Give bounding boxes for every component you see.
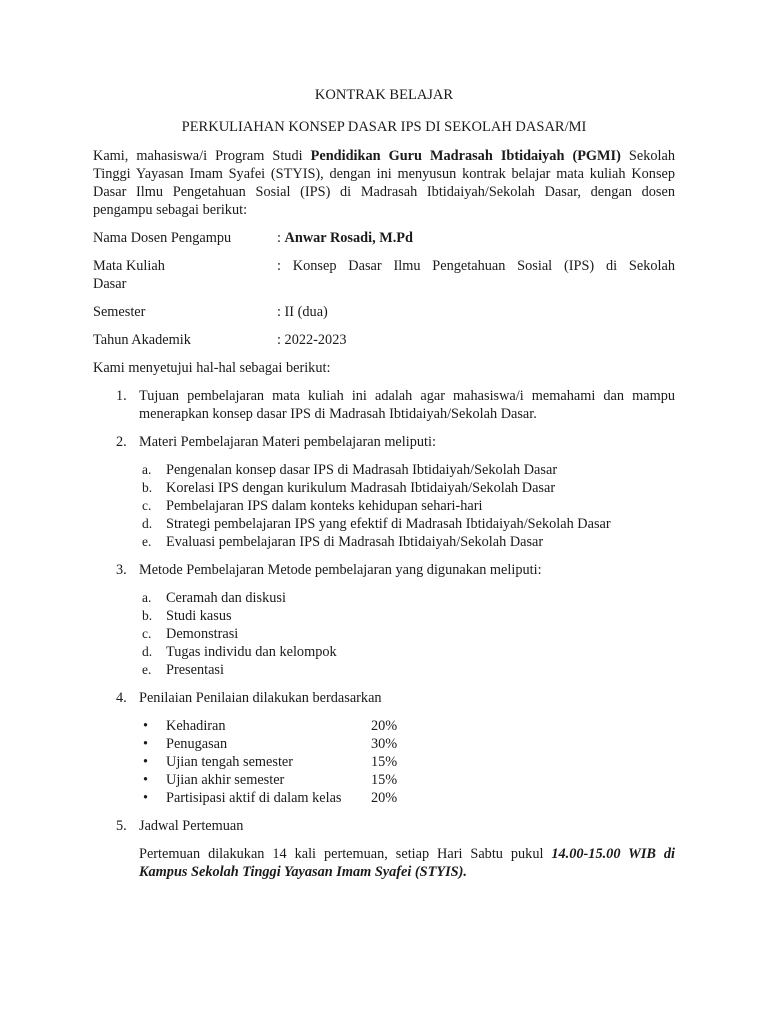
- penilaian-label: Partisipasi aktif di dalam kelas: [166, 790, 342, 806]
- sublist-marker: b.: [142, 480, 153, 495]
- schedule-text: Pertemuan dilakukan 14 kali pertemuan, setiap Hari Sabtu pukul: [139, 846, 552, 862]
- list-number: 3.: [116, 562, 127, 578]
- list-item-text: Materi Pembelajaran Materi pembelajaran meliputi:: [139, 434, 436, 450]
- sublist-item: [93, 643, 675, 661]
- sublist-text: Korelasi IPS dengan kurikulum Madrasah Ibtidaiyah/Sekolah Dasar: [166, 480, 556, 496]
- penilaian-list: [93, 717, 675, 807]
- sublist-text: Pembelajaran IPS dalam konteks kehidupan sehari-hari: [166, 498, 483, 514]
- list-item-2: [93, 433, 675, 451]
- sublist-text: Ceramah dan diskusi: [166, 590, 286, 606]
- meta-dosen-name: Anwar Rosadi, M.Pd: [284, 230, 413, 246]
- meta-value-semester: : II (dua): [277, 304, 328, 320]
- sublist-item: [93, 661, 675, 679]
- schedule-time-location: 14.00-15.00 WIB di Kampus Sekolah Tinggi Yayasan Imam Syafei (STYIS).: [139, 846, 675, 880]
- meta-value-tahun: : 2022-2023: [277, 332, 347, 348]
- penilaian-label: Ujian akhir semester: [166, 772, 285, 788]
- sublist-item: [93, 461, 675, 479]
- bullet-icon: •: [143, 718, 149, 734]
- list-item-1: [93, 387, 675, 423]
- penilaian-percent: 15%: [371, 772, 398, 788]
- penilaian-percent: 20%: [371, 718, 398, 734]
- list-item-text: Jadwal Pertemuan: [139, 818, 244, 834]
- list-number: 1.: [116, 388, 127, 404]
- bullet-icon: •: [143, 754, 149, 770]
- penilaian-percent: 15%: [371, 754, 398, 770]
- list-item-3: [93, 561, 675, 579]
- sublist-item: [93, 515, 675, 533]
- bullet-icon: •: [143, 772, 149, 788]
- penilaian-item: [93, 789, 675, 807]
- intro-text-2: Sekolah Tinggi Yayasan Imam Syafei (STYIS), dengan ini menyusun kontrak belajar mata kuliah Konsep Dasar Ilmu Pengetahuan Sosial (IPS) di Madrasah Ibtidaiyah/Sekolah Dasar, dengan dosen pengampu sebagai berikut:: [93, 148, 675, 218]
- sublist-marker: a.: [142, 590, 152, 605]
- sublist-item: [93, 589, 675, 607]
- document-page: [93, 86, 675, 881]
- sublist-marker: b.: [142, 608, 153, 623]
- penilaian-percent: 30%: [371, 736, 398, 752]
- materi-sublist: [93, 461, 675, 551]
- document-title: KONTRAK BELAJAR: [314, 87, 454, 103]
- agreement-intro: Kami menyetujui hal-hal sebagai berikut:: [93, 360, 331, 376]
- penilaian-item: [93, 753, 675, 771]
- meta-row-matakuliah: [93, 257, 675, 293]
- meta-row-semester: [93, 303, 675, 321]
- list-item-text: Metode Pembelajaran Metode pembelajaran yang digunakan meliputi:: [139, 562, 542, 578]
- sublist-item: [93, 533, 675, 551]
- sublist-marker: c.: [142, 498, 152, 513]
- sublist-item: [93, 625, 675, 643]
- meta-label-tahun: Tahun Akademik: [93, 332, 191, 348]
- meta-value-matakuliah: : Konsep Dasar Ilmu Pengetahuan Sosial (IPS) di Sekolah: [277, 258, 675, 274]
- sublist-item: [93, 479, 675, 497]
- sublist-text: Pengenalan konsep dasar IPS di Madrasah Ibtidaiyah/Sekolah Dasar: [166, 462, 558, 478]
- penilaian-percent: 20%: [371, 790, 398, 806]
- sublist-text: Studi kasus: [166, 608, 232, 624]
- sublist-text: Strategi pembelajaran IPS yang efektif di Madrasah Ibtidaiyah/Sekolah Dasar: [166, 516, 611, 532]
- intro-program-name: Pendidikan Guru Madrasah Ibtidaiyah (PGMI): [310, 148, 621, 164]
- intro-text-1: Kami, mahasiswa/i Program Studi: [93, 148, 311, 164]
- list-number: 2.: [116, 434, 127, 450]
- list-item-4: [93, 689, 675, 707]
- sublist-marker: e.: [142, 662, 152, 677]
- list-number: 5.: [116, 818, 127, 834]
- intro-paragraph: [93, 147, 675, 219]
- schedule-paragraph: [93, 845, 675, 881]
- sublist-item: [93, 497, 675, 515]
- meta-value-dosen: [277, 229, 675, 247]
- meta-label-dosen: Nama Dosen Pengampu: [93, 230, 232, 246]
- metode-sublist: [93, 589, 675, 679]
- meta-label-semester: Semester: [93, 304, 146, 320]
- penilaian-item: [93, 771, 675, 789]
- sublist-item: [93, 607, 675, 625]
- penilaian-label: Kehadiran: [166, 718, 226, 734]
- sublist-text: Demonstrasi: [166, 626, 239, 642]
- list-item-text: Penilaian Penilaian dilakukan berdasarkan: [139, 690, 382, 706]
- sublist-text: Tugas individu dan kelompok: [166, 644, 337, 660]
- sublist-marker: e.: [142, 534, 152, 549]
- meta-value-matakuliah-cont: Dasar: [93, 276, 127, 292]
- sublist-text: Presentasi: [166, 662, 224, 678]
- list-item-text: Tujuan pembelajaran mata kuliah ini adalah agar mahasiswa/i memahami dan mampu menerapkan konsep dasar IPS di Madrasah Ibtidaiyah/Sekolah Dasar.: [139, 388, 675, 422]
- meta-row-tahun: [93, 331, 675, 349]
- penilaian-label: Penugasan: [166, 736, 228, 752]
- sublist-marker: d.: [142, 644, 153, 659]
- sublist-marker: c.: [142, 626, 152, 641]
- penilaian-item: [93, 735, 675, 753]
- meta-label-matakuliah: Mata Kuliah: [93, 258, 165, 274]
- document-subtitle: PERKULIAHAN KONSEP DASAR IPS DI SEKOLAH DASAR/MI: [181, 119, 587, 135]
- bullet-icon: •: [143, 790, 149, 806]
- sublist-marker: d.: [142, 516, 153, 531]
- bullet-icon: •: [143, 736, 149, 752]
- penilaian-label: Ujian tengah semester: [166, 754, 294, 770]
- meta-colon: :: [277, 230, 285, 246]
- list-number: 4.: [116, 690, 127, 706]
- meta-row-dosen: [93, 229, 675, 247]
- list-item-5: [93, 817, 675, 835]
- sublist-text: Evaluasi pembelajaran IPS di Madrasah Ibtidaiyah/Sekolah Dasar: [166, 534, 544, 550]
- sublist-marker: a.: [142, 462, 152, 477]
- penilaian-item: [93, 717, 675, 735]
